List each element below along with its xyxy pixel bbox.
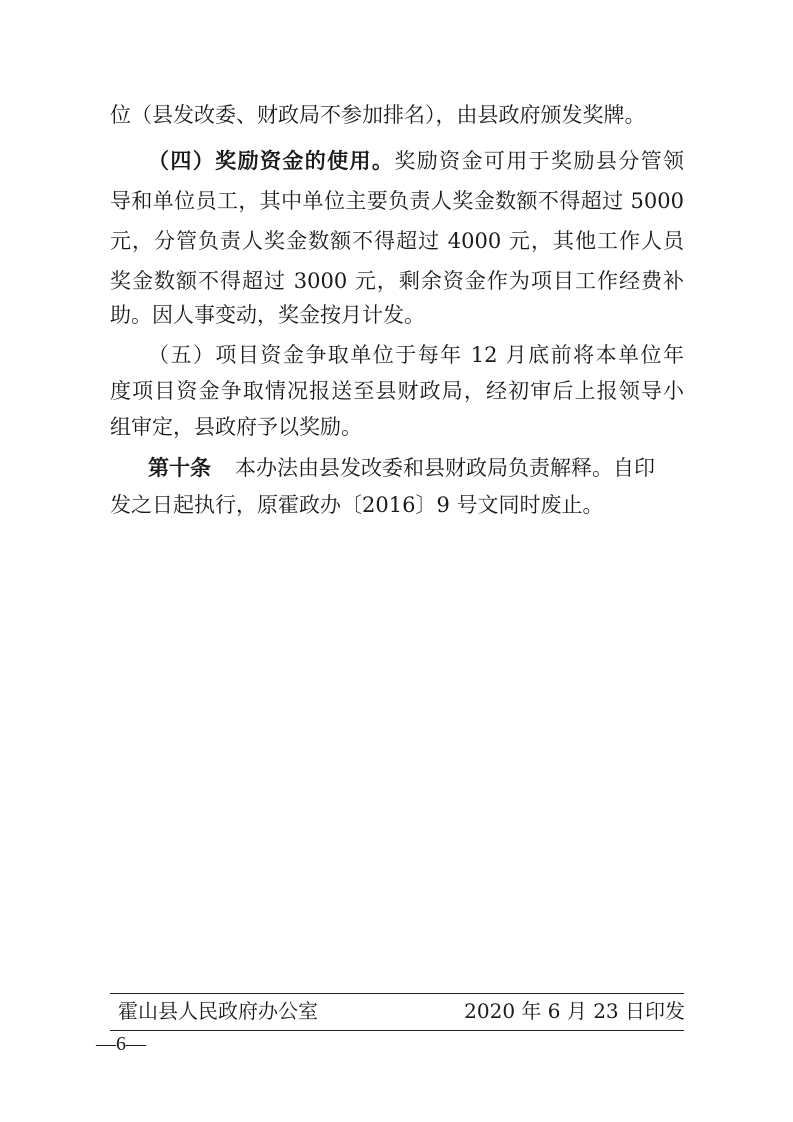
text-line: 奖金数额不得超过 3000 元，剩余资金作为项目工作经费补 bbox=[110, 269, 684, 293]
footer-top-rule bbox=[110, 993, 684, 994]
text-line: 发之日起执行，原霍政办〔2016〕9 号文同时废止。 bbox=[110, 493, 604, 517]
section-4-line-1 bbox=[148, 146, 684, 176]
issuer-name: 霍山县人民政府办公室 bbox=[118, 999, 318, 1023]
article-10-line-2 bbox=[110, 490, 684, 520]
text-line: （五）项目资金争取单位于每年 12 月底前将本单位年 bbox=[148, 343, 684, 367]
section-5-line-2 bbox=[110, 376, 684, 406]
issue-date: 2020 年 6 月 23 日印发 bbox=[464, 999, 685, 1023]
footer-bottom-rule bbox=[110, 1030, 684, 1031]
article-10-heading: 第十条 bbox=[148, 455, 211, 480]
section-4-line-4 bbox=[110, 266, 684, 296]
section-5-line-3 bbox=[110, 412, 684, 442]
section-4-heading: （四）奖励资金的使用。 bbox=[148, 148, 395, 173]
text-line: 度项目资金争取情况报送至县财政局，经初审后上报领导小 bbox=[110, 379, 684, 403]
section-4-line-5 bbox=[110, 300, 684, 330]
section-4-line-2 bbox=[110, 186, 684, 216]
text-line: 助。因人事变动，奖金按月计发。 bbox=[110, 303, 425, 327]
text-line: 位（县发改委、财政局不参加排名），由县政府颁发奖牌。 bbox=[110, 103, 646, 127]
section-5-line-1 bbox=[148, 340, 684, 370]
text-line: 导和单位员工，其中单位主要负责人奖金数额不得超过 5000 bbox=[110, 189, 684, 213]
page-number: —6— bbox=[96, 1033, 146, 1055]
section-4-line-3 bbox=[110, 226, 684, 256]
text-line: 元，分管负责人奖金数额不得超过 4000 元，其他工作人员 bbox=[110, 229, 684, 253]
text-line: 组审定，县政府予以奖励。 bbox=[110, 415, 362, 439]
article-10-text: 本办法由县发改委和县财政局负责解释。自印 bbox=[235, 456, 655, 480]
paragraph-line bbox=[110, 100, 684, 130]
article-10-line-1 bbox=[148, 453, 684, 483]
section-4-text: 奖励资金可用于奖励县分管领 bbox=[394, 149, 685, 173]
